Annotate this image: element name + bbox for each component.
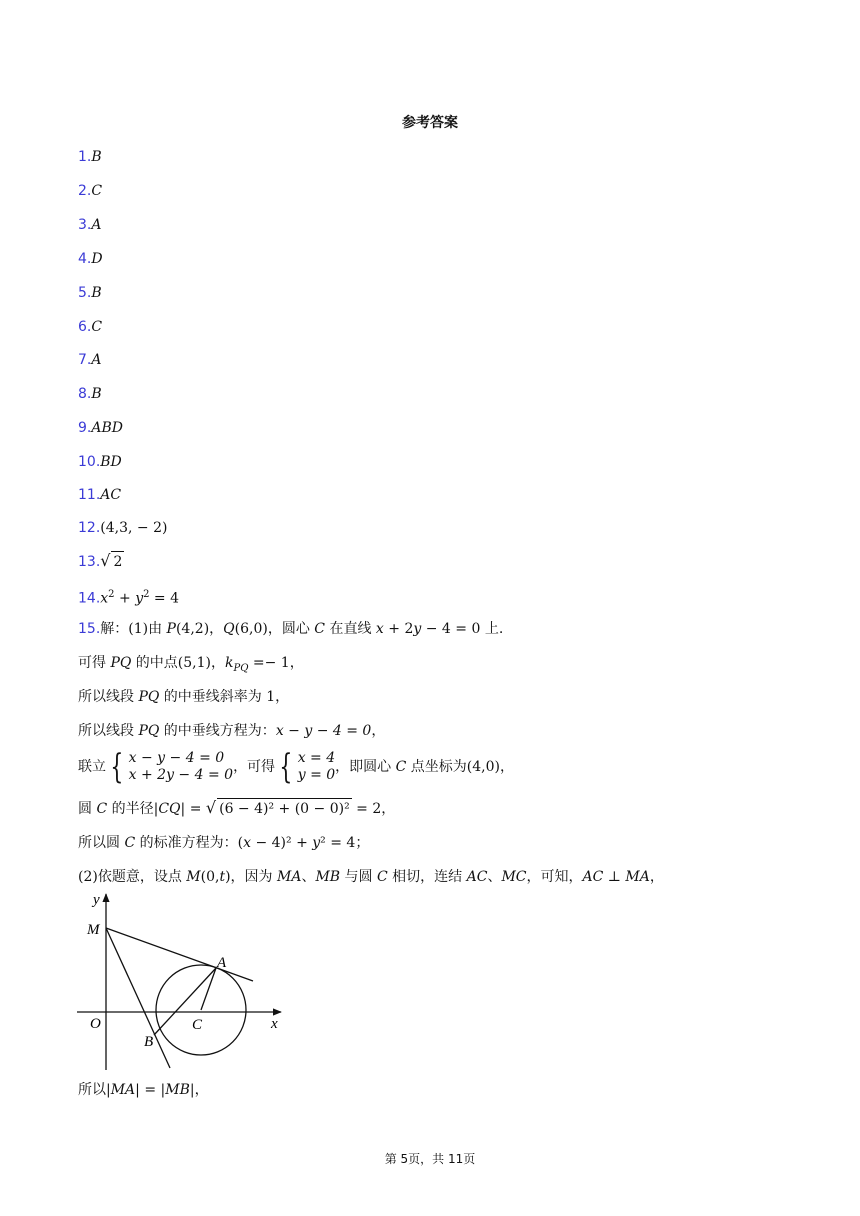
answer-item: 1.B	[78, 149, 102, 165]
tangent-line-mb	[106, 928, 170, 1068]
solution-15-line-6: 圆 C 的半径|CQ| = √ (6 − 4)² + (0 − 0)² = 2，	[78, 798, 396, 817]
answer-12: 12.(4,3, − 2)	[78, 520, 168, 536]
answer-item: 8.B	[78, 386, 102, 402]
answer-item: 7.A	[78, 352, 102, 368]
solution-15-line-1: 15.解：(1)由 P(4,2)，Q(6,0)，圆心 C 在直线 x + 2y − 4 = 0 上.	[78, 621, 504, 637]
label-b: B	[144, 1034, 154, 1050]
label-o: O	[90, 1016, 101, 1032]
page-title: 参考答案	[402, 115, 458, 131]
answer-14: $14.x^2 + y^2 = 4$	[78, 589, 180, 607]
answer-item: 10.BD	[78, 454, 122, 470]
geometry-figure	[75, 888, 287, 1078]
answer-item: 6.C	[78, 319, 103, 335]
equation-system-2: { x = 4 y = 0	[279, 747, 336, 787]
sqrt-symbol: √	[205, 798, 217, 817]
solution-15-line-9: 所以|MA| = |MB|，	[78, 1082, 209, 1098]
label-a: A	[217, 955, 227, 971]
equation-system-1: { x − y − 4 = 0 x + 2y − 4 = 0	[110, 747, 234, 787]
label-y: y	[93, 892, 100, 908]
answer-item: 3.A	[78, 217, 102, 233]
solution-15-line-5: 联立 { x − y − 4 = 0 x + 2y − 4 = 0 ，可得 { x = 4 y = 0 ，即圆心 C 点坐标为(4,0)，	[78, 747, 514, 787]
answer-13: 13.√ 2	[78, 551, 123, 570]
solution-15-line-2: 可得 PQ 的中点(5,1)，$k_{PQ} =- 1$，	[78, 655, 304, 674]
tangent-line-ma	[106, 928, 253, 981]
answer-item: 11.AC	[78, 487, 122, 503]
solution-15-line-7: 所以圆 C 的标准方程为：(x − 4)² + y² = 4；	[78, 835, 370, 851]
label-x: x	[271, 1016, 278, 1032]
page-footer: 第 5页，共 11页	[384, 1152, 476, 1166]
solution-15-line-4: 所以线段 PQ 的中垂线方程为：x − y − 4 = 0，	[78, 723, 386, 739]
segment-ac	[201, 968, 216, 1010]
answer-item: 4.D	[78, 251, 103, 267]
answer-item: 5.B	[78, 285, 102, 301]
sqrt-symbol: √	[100, 551, 111, 570]
label-m: M	[87, 922, 100, 938]
segment-ab	[154, 968, 216, 1035]
answer-item: 9.ABD	[78, 420, 123, 436]
solution-15-line-3: 所以线段 PQ 的中垂线斜率为 1，	[78, 689, 290, 705]
solution-15-line-8: (2)依题意，设点 M(0,t)，因为 MA、MB 与圆 C 相切，连结 AC、MC，可知，AC ⊥ MA，	[78, 869, 664, 885]
answer-item: 2.C	[78, 183, 103, 199]
label-c: C	[192, 1017, 203, 1033]
